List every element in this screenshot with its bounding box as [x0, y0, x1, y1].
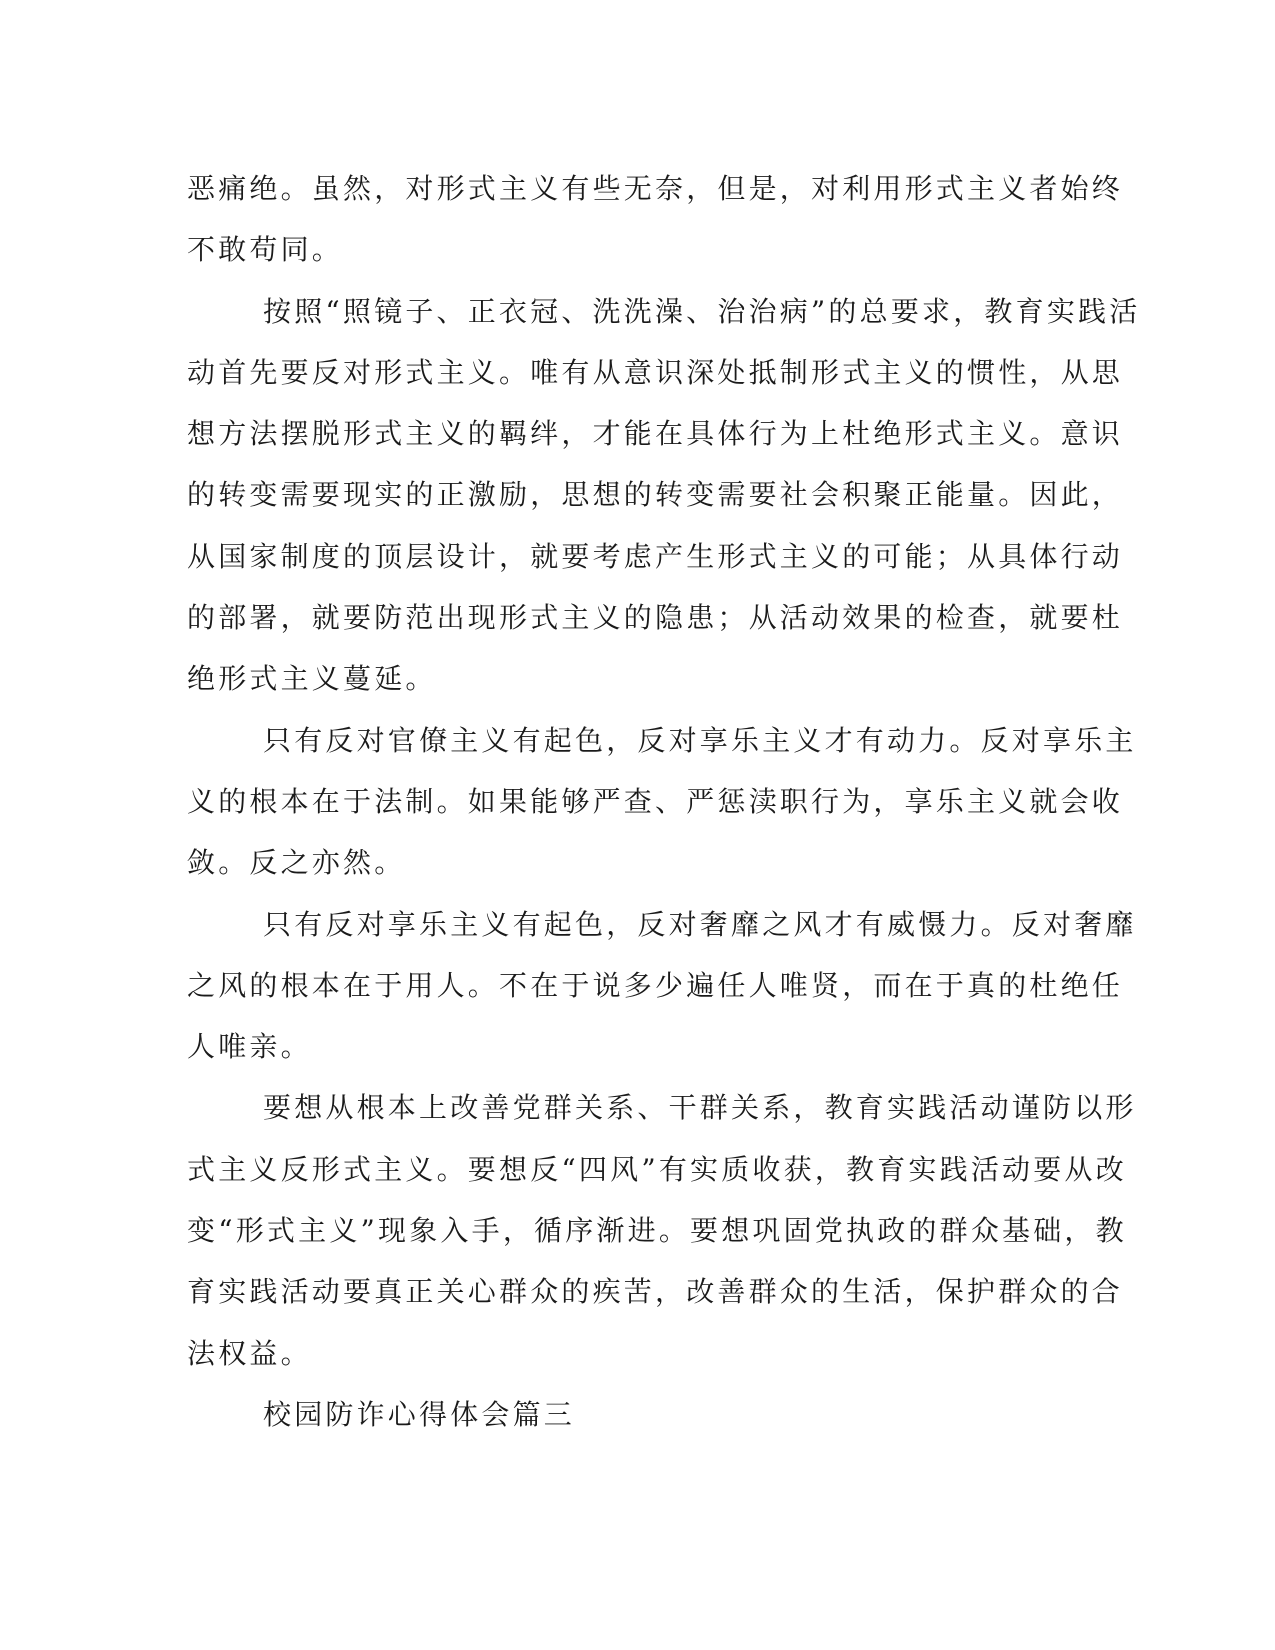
paragraph [187, 894, 1137, 1078]
paragraph [187, 710, 1137, 894]
text-line: 的转变需要现实的正激励，思想的转变需要社会积聚正能量。因此， [187, 478, 1124, 512]
text-line: 义的根本在于法制。如果能够严查、严惩渎职行为，享乐主义就会收 [187, 784, 1124, 818]
text-line: 变“形式主义”现象入手，循序渐进。要想巩固党执政的群众基础，教 [187, 1214, 1127, 1248]
text-line: 的部署，就要防范出现形式主义的隐患；从活动效果的检查，就要杜 [187, 601, 1124, 635]
paragraph [187, 158, 1124, 281]
text-line: 按照“照镜子、正衣冠、洗洗澡、治治病”的总要求，教育实践活 [263, 294, 1141, 328]
text-line: 之风的根本在于用人。不在于说多少遍任人唯贤，而在于真的杜绝任 [187, 968, 1124, 1002]
section-heading [187, 1384, 1067, 1445]
paragraph [187, 1077, 1137, 1383]
text-line: 恶痛绝。虽然，对形式主义有些无奈，但是，对利用形式主义者始终 [187, 172, 1124, 205]
paragraph [187, 281, 1141, 710]
text-line: 只有反对享乐主义有起色，反对奢靡之风才有威慑力。反对奢靡 [263, 907, 1137, 941]
text-line: 想方法摆脱形式主义的羁绊，才能在具体行为上杜绝形式主义。意识 [187, 417, 1124, 451]
text-line: 敛。反之亦然。 [187, 846, 406, 880]
text-line: 从国家制度的顶层设计，就要考虑产生形式主义的可能；从具体行动 [187, 539, 1124, 573]
text-line: 不敢苟同。 [187, 233, 344, 267]
text-line: 校园防诈心得体会篇三 [263, 1397, 576, 1431]
text-line: 绝形式主义蔓延。 [187, 662, 437, 696]
text-line: 人唯亲。 [187, 1030, 312, 1064]
text-line: 动首先要反对形式主义。唯有从意识深处抵制形式主义的惯性，从思 [187, 355, 1124, 389]
text-line: 育实践活动要真正关心群众的疾苦，改善群众的生活，保护群众的合 [187, 1275, 1124, 1309]
text-line: 只有反对官僚主义有起色，反对享乐主义才有动力。反对享乐主 [263, 723, 1137, 757]
text-line: 式主义反形式主义。要想反“四风”有实质收获，教育实践活动要从改 [187, 1152, 1127, 1186]
text-line: 要想从根本上改善党群关系、干群关系，教育实践活动谨防以形 [263, 1091, 1137, 1125]
text-line: 法权益。 [187, 1336, 312, 1370]
document-body [187, 158, 1141, 1445]
